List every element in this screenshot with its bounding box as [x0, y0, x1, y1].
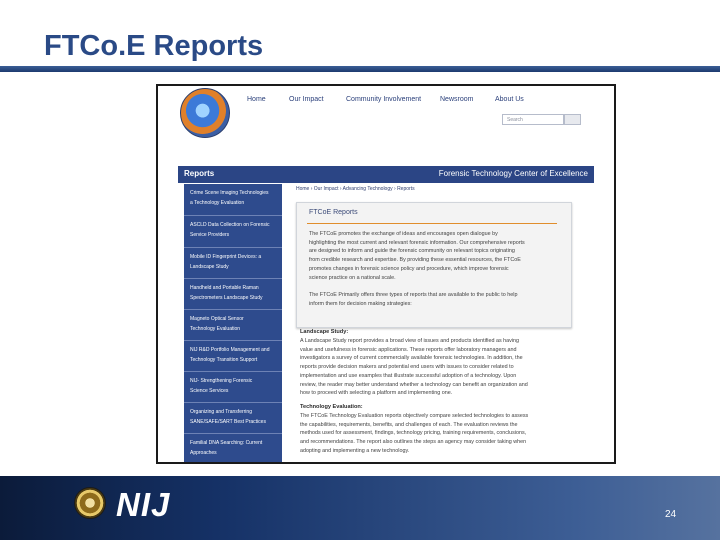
nav-home[interactable]: Home	[247, 96, 266, 103]
technology-evaluation-paragraph: The FTCoE Technology Evaluation reports objectively compare selected technologies to assess the capabilities, requirements, benefits, and challenges of each. The evaluation reviews the methods used for assessment, findings, technology pricing, training requirements, conclusions, and recommendations. The report also outlines the steps an agency may consider taking when adopting and implementing a new technology.	[300, 413, 529, 454]
intro-paragraph: The FTCoE promotes the exchange of ideas and encourages open dialogue by highlighting the most current and relevant forensic information. Our comprehensive reports are designed to inform and guide the forensic community on relevant topics originating from credible research and expertise. By providing these essential resources, the FTCoE promotes changes in forensic science policy and procedure, which improve forensic science practice on a national scale.	[309, 231, 525, 281]
banner-title: Reports	[184, 169, 215, 178]
landscape-study-paragraph: A Landscape Study report provides a broad view of issues and products identified as having value and usefulness in forensic applications. These reports offer laboratory managers and investigators a survey of current commercially available forensic technologies. In addition, the reports provide decision makers and potential end users with issues to consider related to implementation and use examples that illustrate successful adoption of a technology. Upon review, the reader may better understand whether a technology can benefit an organization and how to proceed with selecting a platform and implementing one.	[300, 338, 528, 397]
sidebar-item[interactable]: NIJ R&D Portfolio Management and Technology Transition Support	[184, 341, 282, 372]
title-divider	[0, 66, 720, 72]
reports-banner	[178, 166, 594, 183]
report-types-paragraph: The FTCoE Primarily offers three types of reports that are available to the public to help inform them for decision making strategies:	[309, 292, 518, 307]
reports-sidebar	[184, 184, 282, 464]
panel-title: FTCoE Reports	[309, 209, 358, 216]
nav-newsroom[interactable]: Newsroom	[440, 96, 474, 103]
site-header	[158, 86, 614, 164]
ftcoe-logo	[180, 88, 230, 138]
nij-logo: NIJ	[116, 486, 171, 523]
sidebar-item[interactable]: ASCLD Data Collection on Forensic Service Providers	[184, 216, 282, 248]
panel-divider	[307, 223, 557, 224]
reports-intro-panel	[296, 202, 572, 328]
search-input[interactable]: Search	[502, 114, 564, 125]
search-button[interactable]	[564, 114, 581, 125]
technology-evaluation-heading: Technology Evaluation:	[300, 404, 363, 410]
sidebar-item[interactable]: NIJ- Strengthening Forensic Science Services	[184, 372, 282, 403]
nav-about-us[interactable]: About Us	[495, 96, 524, 103]
sidebar-item[interactable]: Organizing and Transferring SANE/SAFE/SART Best Practices	[184, 403, 282, 434]
nav-our-impact[interactable]: Our Impact	[289, 96, 324, 103]
page-number: 24	[665, 509, 677, 520]
website-screenshot	[156, 84, 616, 464]
doj-seal-icon	[74, 487, 106, 519]
sidebar-item[interactable]: Handheld and Portable Raman Spectrometers Landscape Study	[184, 279, 282, 310]
sidebar-item[interactable]: Magneto Optical Sensor Technology Evaluation	[184, 310, 282, 341]
sidebar-item[interactable]: Crime Scene Imaging Technologies a Technology Evaluation	[184, 184, 282, 216]
breadcrumb[interactable]: Home › Our Impact › Advancing Technology › Reports	[296, 186, 415, 192]
sidebar-item[interactable]: Familial DNA Searching: Current Approaches	[190, 440, 263, 456]
landscape-study-heading: Landscape Study:	[300, 329, 349, 335]
nav-community-involvement[interactable]: Community Involvement	[346, 96, 422, 103]
banner-org-name: Forensic Technology Center of Excellence	[438, 169, 588, 178]
slide-footer	[0, 476, 720, 540]
sidebar-item[interactable]: Mobile ID Fingerprint Devices: a Landscape Study	[184, 248, 282, 279]
slide-title: FTCo.E Reports	[44, 30, 264, 62]
